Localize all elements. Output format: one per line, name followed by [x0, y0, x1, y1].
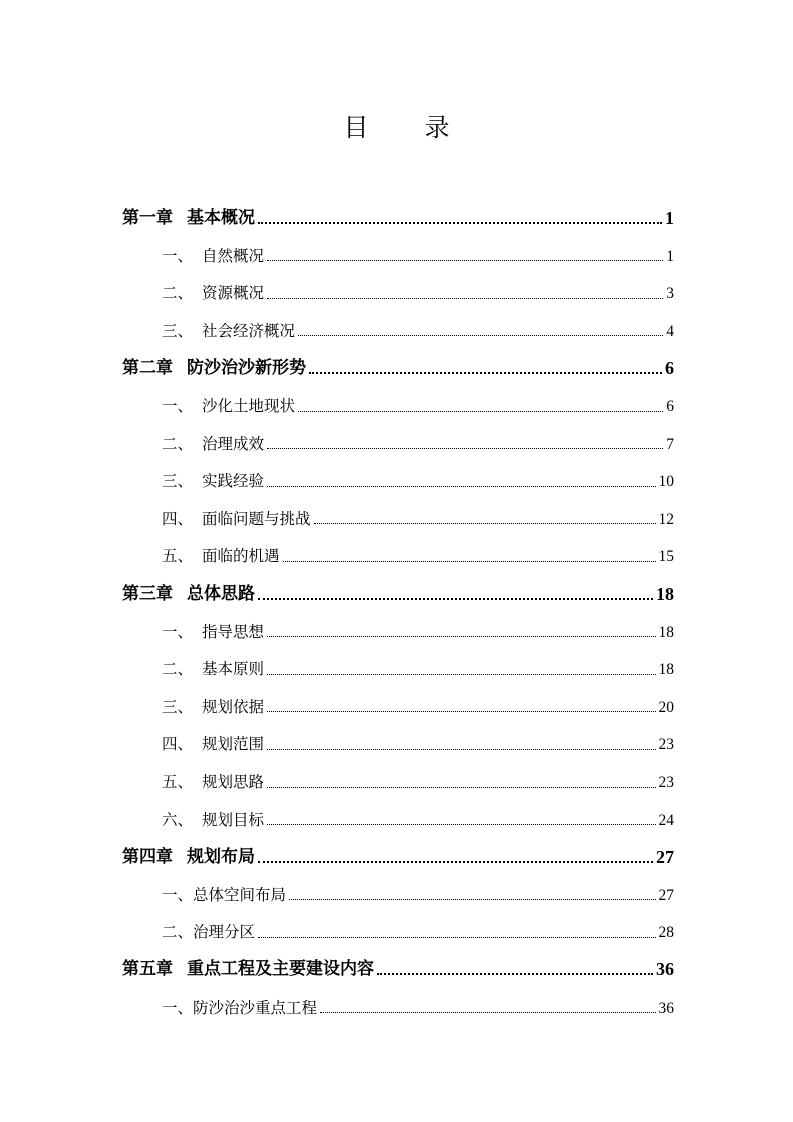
toc-entry-number: 四、 — [162, 509, 194, 528]
toc-entry-label: 总体空间布局 — [193, 885, 287, 904]
toc-entry-label: 规划目标 — [202, 810, 265, 829]
toc-dot-leader — [267, 823, 655, 825]
toc-page-number: 24 — [658, 811, 674, 829]
toc-entry-label: 总体思路 — [187, 583, 255, 604]
toc-dot-leader — [258, 597, 653, 600]
toc-dot-leader — [267, 710, 655, 712]
toc-section-entry[interactable] — [122, 452, 674, 490]
toc-page-number: 6 — [665, 357, 674, 378]
toc-dot-leader — [267, 447, 663, 449]
toc-entry-number: 第三章 — [122, 583, 173, 604]
toc-entry-label: 社会经济概况 — [202, 321, 296, 340]
toc-page-number: 10 — [658, 473, 674, 491]
toc-chapter-entry[interactable] — [122, 189, 674, 227]
toc-entry-number: 一、 — [162, 622, 194, 641]
toc-entry-label: 基本原则 — [202, 660, 265, 679]
toc-dot-leader — [267, 485, 655, 487]
toc-page-number: 27 — [656, 846, 674, 867]
toc-chapter-entry[interactable] — [122, 565, 674, 603]
toc-dot-leader — [267, 635, 655, 637]
toc-entry-label: 指导思想 — [202, 622, 265, 641]
toc-dot-leader — [283, 560, 656, 562]
toc-entry-number: 第四章 — [122, 846, 173, 867]
toc-entry-number: 五、 — [162, 773, 194, 791]
toc-page-number: 36 — [658, 999, 674, 1017]
toc-dot-leader — [267, 748, 655, 750]
toc-section-entry[interactable] — [122, 753, 674, 791]
toc-page-number: 6 — [666, 398, 674, 416]
toc-section-entry[interactable] — [122, 866, 674, 904]
toc-section-entry[interactable] — [122, 302, 674, 340]
toc-dot-leader — [267, 786, 655, 788]
toc-section-entry[interactable] — [122, 791, 674, 829]
toc-entry-number: 第二章 — [122, 357, 173, 378]
toc-entry-label: 规划布局 — [187, 846, 255, 867]
toc-dot-leader — [289, 898, 655, 900]
toc-entry-label: 基本概况 — [187, 207, 255, 228]
toc-page-number: 20 — [658, 698, 674, 716]
toc-entry-label: 实践经验 — [202, 472, 265, 491]
toc-section-entry[interactable] — [122, 715, 674, 753]
toc-section-entry[interactable] — [122, 490, 674, 528]
toc-chapter-entry[interactable] — [122, 828, 674, 866]
toc-entry-label: 规划范围 — [202, 735, 265, 754]
toc-entry-number: 五、 — [162, 547, 194, 566]
toc-page-number: 3 — [666, 285, 674, 303]
toc-entry-number: 一、 — [162, 885, 194, 904]
toc-dot-leader — [258, 221, 662, 224]
toc-entry-number: 第一章 — [122, 207, 173, 228]
toc-page-number: 18 — [658, 623, 674, 641]
toc-section-entry[interactable] — [122, 978, 674, 1016]
toc-entry-number: 一、 — [162, 397, 194, 416]
toc-entry-label: 规划依据 — [202, 697, 265, 716]
toc-section-entry[interactable] — [122, 903, 674, 941]
toc-dot-leader — [309, 371, 662, 374]
table-of-contents — [122, 189, 674, 1016]
toc-entry-number: 三、 — [162, 472, 194, 491]
toc-entry-number: 第五章 — [122, 959, 173, 980]
toc-dot-leader — [267, 297, 663, 299]
toc-section-entry[interactable] — [122, 640, 674, 678]
toc-dot-leader — [314, 522, 656, 524]
toc-entry-number: 一、 — [162, 998, 194, 1017]
toc-dot-leader — [267, 259, 663, 261]
toc-entry-label: 治理成效 — [202, 434, 265, 453]
toc-chapter-entry[interactable] — [122, 339, 674, 377]
toc-section-entry[interactable] — [122, 603, 674, 641]
toc-section-entry[interactable] — [122, 527, 674, 565]
toc-entry-label: 面临问题与挑战 — [202, 509, 311, 528]
toc-dot-leader — [298, 334, 663, 336]
toc-entry-number: 二、 — [162, 434, 194, 453]
toc-dot-leader — [258, 860, 653, 863]
toc-title: 目 录 — [343, 113, 474, 142]
toc-page-number: 15 — [658, 548, 674, 566]
toc-entry-number: 三、 — [162, 321, 194, 340]
toc-page-number: 4 — [666, 322, 674, 340]
toc-dot-leader — [320, 1011, 655, 1013]
toc-section-entry[interactable] — [122, 377, 674, 415]
toc-page-number: 18 — [658, 661, 674, 679]
toc-chapter-entry[interactable] — [122, 941, 674, 979]
toc-page-number: 23 — [658, 736, 674, 754]
toc-page-number: 18 — [656, 583, 674, 604]
toc-entry-label: 重点工程及主要建设内容 — [187, 959, 374, 980]
toc-entry-number: 二、 — [162, 284, 194, 303]
toc-page-number: 1 — [665, 207, 674, 228]
toc-entry-number: 一、 — [162, 246, 194, 265]
toc-section-entry[interactable] — [122, 227, 674, 265]
toc-section-entry[interactable] — [122, 264, 674, 302]
toc-entry-label: 规划思路 — [202, 773, 265, 791]
toc-page-number: 7 — [666, 435, 674, 453]
toc-dot-leader — [298, 410, 663, 412]
toc-section-entry[interactable] — [122, 415, 674, 453]
toc-entry-label: 资源概况 — [202, 284, 265, 303]
toc-entry-number: 四、 — [162, 735, 194, 754]
toc-page-number: 23 — [658, 774, 674, 791]
toc-entry-number: 二、 — [162, 660, 194, 679]
toc-entry-label: 沙化土地现状 — [202, 397, 296, 416]
toc-entry-label: 面临的机遇 — [202, 547, 280, 566]
toc-entry-label: 防沙治沙重点工程 — [193, 998, 318, 1017]
toc-dot-leader — [258, 936, 655, 938]
toc-entry-label: 自然概况 — [202, 246, 265, 265]
toc-entry-number: 六、 — [162, 810, 194, 829]
toc-page-number: 27 — [658, 886, 674, 904]
toc-dot-leader — [267, 673, 655, 675]
toc-entry-number: 三、 — [162, 697, 194, 716]
toc-page-number: 12 — [658, 510, 674, 528]
toc-entry-label: 治理分区 — [193, 923, 256, 942]
toc-page-number: 28 — [658, 924, 674, 942]
toc-dot-leader — [377, 972, 653, 975]
toc-entry-number: 二、 — [162, 923, 194, 942]
toc-page-number: 1 — [666, 247, 674, 265]
toc-page-number: 36 — [656, 959, 674, 980]
toc-entry-label: 防沙治沙新形势 — [187, 357, 306, 378]
toc-section-entry[interactable] — [122, 678, 674, 716]
